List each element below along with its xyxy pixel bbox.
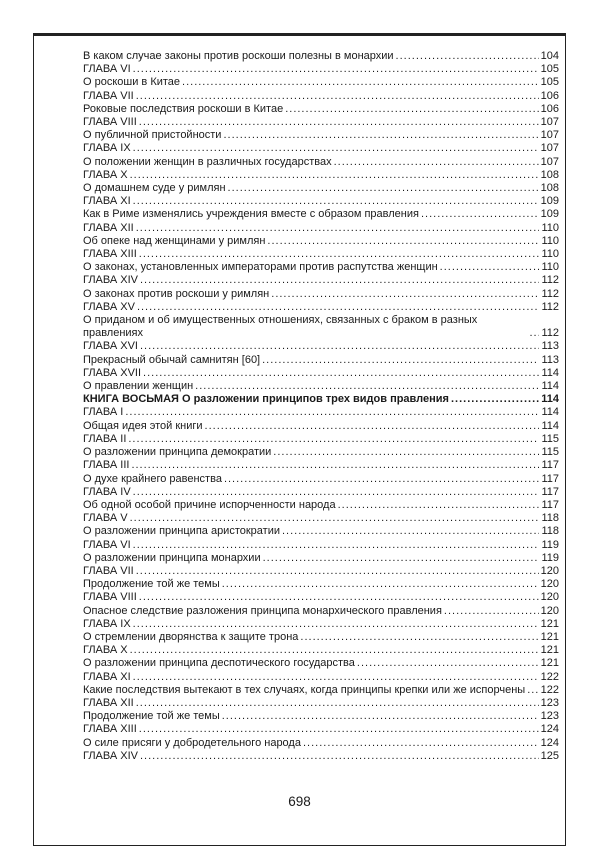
toc-entry	[83, 301, 559, 314]
toc-dot-leader	[444, 605, 539, 618]
toc-entry-page: 113	[541, 353, 559, 366]
toc-entry-text: О домашнем суде у римлян	[83, 182, 226, 195]
toc-entry-page: 117	[541, 485, 559, 498]
toc-entry-page: 110	[541, 261, 559, 274]
toc-entry	[83, 657, 559, 670]
toc-entry-page: 112	[541, 274, 559, 287]
toc-entry-text: О духе крайнего равенства	[83, 472, 222, 485]
toc-entry-page: 114	[541, 380, 559, 393]
toc-dot-leader	[136, 697, 539, 710]
toc-dot-leader	[140, 274, 539, 287]
toc-entry	[83, 288, 559, 301]
toc-entry-page: 105	[540, 76, 559, 89]
toc-entry	[83, 103, 559, 116]
toc-entry	[83, 737, 559, 750]
toc-entry	[83, 156, 559, 169]
toc-entry	[83, 182, 559, 195]
toc-entry-text: О положении женщин в различных государствах	[83, 155, 332, 168]
toc-entry	[83, 552, 559, 565]
toc-entry-page: 107	[540, 142, 559, 155]
toc-entry-page: 118	[541, 512, 559, 525]
toc-entry-text: ГЛАВА VII	[83, 564, 134, 577]
toc-entry	[83, 459, 559, 472]
toc-dot-leader	[527, 684, 538, 697]
toc-entry-text: ГЛАВА XIV	[83, 749, 138, 762]
toc-entry	[83, 142, 559, 155]
toc-entry-page: 114	[541, 393, 559, 406]
toc-entry-page: 112	[541, 327, 559, 340]
toc-entry-page: 121	[540, 657, 559, 670]
toc-entry-page: 117	[541, 459, 559, 472]
toc-entry-page: 123	[540, 710, 559, 723]
toc-entry	[83, 380, 559, 393]
toc-entry-page: 106	[540, 102, 559, 115]
toc-entry-page: 106	[540, 89, 559, 102]
toc-entry	[83, 697, 559, 710]
toc-entry	[83, 486, 559, 499]
toc-entry-text: ГЛАВА XIII	[83, 723, 137, 736]
toc-dot-leader	[222, 710, 539, 723]
toc-dot-leader	[271, 288, 539, 301]
toc-dot-leader	[396, 50, 539, 63]
toc-entry-page: 112	[541, 300, 559, 313]
toc-entry	[83, 393, 559, 406]
toc-entry	[83, 446, 559, 459]
toc-entry-text: КНИГА ВОСЬМАЯ О разложении принципов трех видов правления	[83, 393, 449, 406]
toc-entry-text: ГЛАВА X	[83, 644, 128, 657]
toc-dot-leader	[440, 261, 540, 274]
toc-dot-leader	[137, 301, 540, 314]
toc-entry-text: ГЛАВА II	[83, 432, 127, 445]
toc-dot-leader	[139, 591, 539, 604]
toc-entry	[83, 525, 559, 538]
toc-dot-leader	[131, 459, 539, 472]
toc-dot-leader	[133, 142, 539, 155]
toc-entry	[83, 406, 559, 419]
toc-entry	[83, 433, 559, 446]
toc-dot-leader	[133, 618, 539, 631]
toc-entry-page: 110	[541, 248, 559, 261]
toc-entry-text: ГЛАВА VI	[83, 63, 131, 76]
toc-entry	[83, 195, 559, 208]
toc-entry-text: Об опеке над женщинами у римлян	[83, 234, 266, 247]
toc-entry	[83, 565, 559, 578]
toc-entry-text: ГЛАВА XI	[83, 195, 131, 208]
toc-entry-page: 120	[540, 591, 559, 604]
toc-entry-text: Опасное следствие разложения принципа монархического правления	[83, 604, 442, 617]
toc-dot-leader	[136, 565, 539, 578]
toc-entry-page: 119	[541, 551, 559, 564]
toc-entry	[83, 591, 559, 604]
page-frame	[33, 33, 566, 846]
toc-entry	[83, 208, 559, 221]
toc-entry-page: 118	[541, 525, 559, 538]
toc-entry-page: 110	[541, 221, 559, 234]
toc-entry	[83, 169, 559, 182]
toc-entry-page: 108	[540, 168, 559, 181]
toc-entry-text: О стремлении дворянства к защите трона	[83, 630, 299, 643]
toc-dot-leader	[334, 156, 539, 169]
toc-entry-page: 124	[540, 736, 559, 749]
toc-entry-text: Какие последствия вытекают в тех случаях, когда принципы крепки или же испорчены	[83, 683, 526, 696]
toc-dot-leader	[136, 222, 540, 235]
toc-entry-page: 117	[541, 472, 559, 485]
toc-entry-page: 105	[540, 63, 559, 76]
toc-dot-leader	[282, 525, 539, 538]
toc-entry	[83, 116, 559, 129]
toc-entry	[83, 420, 559, 433]
toc-entry-text: ГЛАВА IX	[83, 617, 131, 630]
toc-dot-leader	[529, 327, 539, 340]
toc-dot-leader	[128, 433, 539, 446]
toc-dot-leader	[143, 367, 539, 380]
toc-entry-text: ГЛАВА VIII	[83, 116, 137, 129]
toc-dot-leader	[140, 750, 539, 763]
toc-entry-text: Продолжение той же темы	[83, 578, 220, 591]
toc-entry-page: 117	[541, 498, 559, 511]
toc-entry-text: О разложении принципа демократии	[83, 446, 272, 459]
toc-entry-page: 121	[540, 617, 559, 630]
toc-entry-text: О законах, установленных императорами против распутства женщин	[83, 261, 438, 274]
toc-entry	[83, 274, 559, 287]
toc-entry-page: 122	[540, 683, 559, 696]
toc-entry-text: В каком случае законы против роскоши полезны в монархии	[83, 50, 394, 62]
toc-entry	[83, 76, 559, 89]
toc-entry-page: 115	[541, 446, 559, 459]
toc-dot-leader	[228, 182, 539, 195]
toc-entry-text: ГЛАВА XII	[83, 221, 134, 234]
toc-entry-text: ГЛАВА XV	[83, 300, 135, 313]
toc-entry	[83, 618, 559, 631]
toc-dot-leader	[136, 90, 539, 103]
toc-dot-leader	[182, 76, 539, 89]
toc-entry-page: 113	[541, 340, 559, 353]
toc-entry	[83, 723, 559, 736]
toc-entry-page: 124	[540, 723, 559, 736]
toc-entry-page: 122	[540, 670, 559, 683]
toc-dot-leader	[263, 552, 540, 565]
toc-entry	[83, 684, 559, 697]
toc-entry	[83, 354, 559, 367]
toc-dot-leader	[300, 631, 538, 644]
toc-entry	[83, 367, 559, 380]
toc-entry	[83, 50, 559, 63]
toc-entry	[83, 644, 559, 657]
toc-entry-text: ГЛАВА VII	[83, 89, 134, 102]
toc-entry	[83, 750, 559, 763]
toc-entry-text: Продолжение той же темы	[83, 710, 220, 723]
toc-entry	[83, 473, 559, 486]
toc-entry	[83, 539, 559, 552]
toc-entry-page: 114	[541, 366, 559, 379]
toc-entry-text: Общая идея этой книги	[83, 419, 203, 432]
toc-entry-text: О силе присяги у добродетельного народа	[83, 736, 301, 749]
toc-entry-text: О законах против роскоши у римлян	[83, 287, 270, 300]
toc-entry-page: 108	[540, 182, 559, 195]
toc-entry-page: 107	[540, 129, 559, 142]
toc-list	[34, 36, 565, 763]
toc-entry-text: ГЛАВА VIII	[83, 591, 137, 604]
toc-entry-text: ГЛАВА I	[83, 406, 124, 419]
toc-entry-text: Как в Риме изменялись учреждения вместе с образом правления	[83, 208, 419, 221]
toc-entry	[83, 512, 559, 525]
toc-entry-page: 121	[540, 644, 559, 657]
toc-dot-leader	[133, 671, 539, 684]
toc-entry	[83, 63, 559, 76]
toc-entry	[83, 340, 559, 353]
toc-dot-leader	[303, 737, 539, 750]
toc-entry	[83, 710, 559, 723]
toc-entry	[83, 671, 559, 684]
toc-entry-page: 120	[540, 578, 559, 591]
toc-dot-leader	[130, 644, 539, 657]
toc-dot-leader	[133, 195, 539, 208]
toc-entry	[83, 129, 559, 142]
page-number: 698	[288, 794, 311, 809]
toc-entry-page: 114	[541, 406, 559, 419]
toc-entry-text: ГЛАВА V	[83, 512, 128, 525]
toc-entry-text: ГЛАВА XI	[83, 670, 131, 683]
toc-entry	[83, 235, 559, 248]
toc-entry-text: Об одной особой причине испорченности народа	[83, 498, 336, 511]
toc-entry	[83, 222, 559, 235]
toc-entry-text: ГЛАВА XIII	[83, 248, 137, 261]
toc-entry	[83, 631, 559, 644]
toc-entry-text: О правлении женщин	[83, 380, 194, 393]
toc-entry-page: 121	[540, 630, 559, 643]
toc-entry-page: 107	[540, 155, 559, 168]
toc-entry	[83, 248, 559, 261]
toc-entry-text: ГЛАВА XIV	[83, 274, 138, 287]
toc-entry-page: 120	[540, 604, 559, 617]
toc-dot-leader	[195, 380, 539, 393]
toc-dot-leader	[273, 446, 539, 459]
toc-dot-leader	[133, 539, 540, 552]
toc-entry-text: ГЛАВА III	[83, 459, 130, 472]
toc-entry-page: 119	[541, 538, 559, 551]
toc-dot-leader	[140, 340, 539, 353]
toc-entry-text: ГЛАВА IX	[83, 142, 131, 155]
toc-entry-page: 123	[540, 696, 559, 709]
toc-entry	[83, 499, 559, 512]
toc-entry-text: ГЛАВА VI	[83, 538, 131, 551]
toc-dot-leader	[223, 129, 538, 142]
toc-entry-page: 112	[541, 287, 559, 300]
toc-entry-page: 109	[540, 195, 559, 208]
toc-entry-text: ГЛАВА XVII	[83, 366, 142, 379]
toc-dot-leader	[205, 420, 540, 433]
toc-entry-text: О разложении принципа монархии	[83, 551, 261, 564]
toc-entry	[83, 90, 559, 103]
toc-dot-leader	[262, 354, 539, 367]
toc-entry-text: О разложении принципа деспотического государства	[83, 657, 355, 670]
toc-dot-leader	[130, 169, 539, 182]
toc-dot-leader	[357, 657, 539, 670]
toc-dot-leader	[267, 235, 539, 248]
toc-entry-text: О приданом и об имущественных отношениях, связанных с браком в разных правлениях	[83, 314, 478, 340]
toc-entry-text: О публичной пристойности	[83, 129, 222, 142]
toc-dot-leader	[130, 512, 540, 525]
toc-entry-text: ГЛАВА X	[83, 168, 128, 181]
toc-entry-page: 125	[540, 749, 559, 762]
toc-dot-leader	[224, 473, 540, 486]
toc-dot-leader	[222, 578, 539, 591]
toc-entry-page: 115	[541, 432, 559, 445]
toc-entry-page: 107	[540, 116, 559, 129]
toc-dot-leader	[285, 103, 538, 116]
toc-entry-page: 120	[540, 564, 559, 577]
toc-entry	[83, 261, 559, 274]
toc-entry-text: ГЛАВА XVI	[83, 340, 138, 353]
toc-entry-page: 109	[540, 208, 559, 221]
toc-dot-leader	[139, 248, 540, 261]
toc-dot-leader	[133, 63, 539, 76]
toc-dot-leader	[139, 116, 539, 129]
toc-entry-text: Роковые последствия роскоши в Китае	[83, 102, 284, 115]
toc-entry-text: ГЛАВА IV	[83, 485, 131, 498]
toc-entry-page: 110	[541, 234, 559, 247]
toc-entry-text: О разложении принципа аристократии	[83, 525, 280, 538]
toc-entry-text: О роскоши в Китае	[83, 76, 181, 89]
toc-dot-leader	[451, 393, 539, 406]
toc-dot-leader	[139, 723, 539, 736]
toc-dot-leader	[421, 208, 539, 221]
toc-dot-leader	[133, 486, 540, 499]
toc-entry-text: ГЛАВА XII	[83, 696, 134, 709]
toc-entry-page: 114	[541, 419, 559, 432]
toc-entry	[83, 578, 559, 591]
toc-dot-leader	[125, 406, 539, 419]
toc-dot-leader	[338, 499, 540, 512]
toc-entry	[83, 314, 559, 340]
toc-entry-page: 104	[540, 50, 559, 62]
toc-entry	[83, 605, 559, 618]
toc-entry-text: Прекрасный обычай самнитян [60]	[83, 353, 261, 366]
